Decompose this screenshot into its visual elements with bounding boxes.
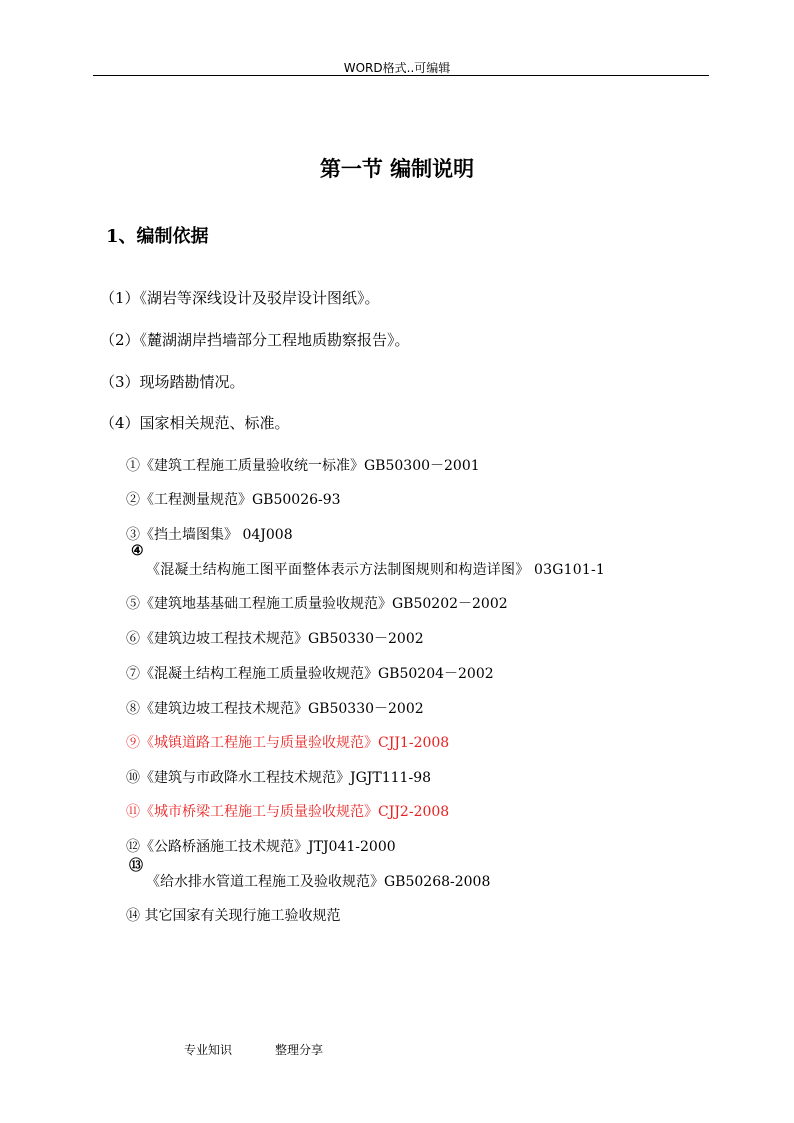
standard-item-13: 《给水排水管道工程施工及验收规范》GB50268-2008 xyxy=(146,874,491,890)
basis-item-3: （3）现场踏勘情况。 xyxy=(100,373,245,391)
page-title: 第一节 编制说明 xyxy=(319,156,475,181)
standard-item-7: ⑦《混凝土结构工程施工质量验收规范》GB50204－2002 xyxy=(126,666,494,682)
standard-item-5: ⑤《建筑地基基础工程施工质量验收规范》GB50202－2002 xyxy=(126,596,508,612)
basis-item-2: （2）《麓湖湖岸挡墙部分工程地质勘察报告》。 xyxy=(100,331,410,349)
standard-number-13: ⑬ xyxy=(129,858,143,874)
standard-item-3: ③《挡土墙图集》 04J008 xyxy=(126,527,293,543)
standard-item-9: ⑨《城镇道路工程施工与质量验收规范》CJJ1-2008 xyxy=(126,735,450,751)
standard-item-6: ⑥《建筑边坡工程技术规范》GB50330－2002 xyxy=(126,631,424,647)
standard-item-4: 《混凝土结构施工图平面整体表示方法制图规则和构造详图》 03G101-1 xyxy=(146,562,606,578)
standard-number-4: ④ xyxy=(131,543,144,559)
basis-item-4: （4）国家相关规范、标准。 xyxy=(100,414,290,432)
standard-item-12: ⑫《公路桥涵施工技术规范》JTJ041-2000 xyxy=(126,839,396,855)
header-rule xyxy=(93,75,709,76)
standard-item-14: ⑭ 其它国家有关现行施工验收规范 xyxy=(126,908,341,924)
basis-item-1: （1）《湖岩等深线设计及驳岸设计图纸》。 xyxy=(100,289,380,307)
standard-item-2: ②《工程测量规范》GB50026-93 xyxy=(126,492,341,508)
footer-right: 整理分享 xyxy=(275,1043,324,1057)
standard-item-10: ⑩《建筑与市政降水工程技术规范》JGJT111-98 xyxy=(126,770,432,786)
page-header: WORD格式..可编辑 xyxy=(343,61,451,75)
footer-left: 专业知识 xyxy=(184,1043,233,1057)
standard-item-11: ⑪《城市桥梁工程施工与质量验收规范》CJJ2-2008 xyxy=(126,804,450,820)
standard-item-1: ①《建筑工程施工质量验收统一标准》GB50300－2001 xyxy=(126,458,480,474)
section-heading: 1、编制依据 xyxy=(106,226,209,247)
standard-item-8: ⑧《建筑边坡工程技术规范》GB50330－2002 xyxy=(126,701,424,717)
